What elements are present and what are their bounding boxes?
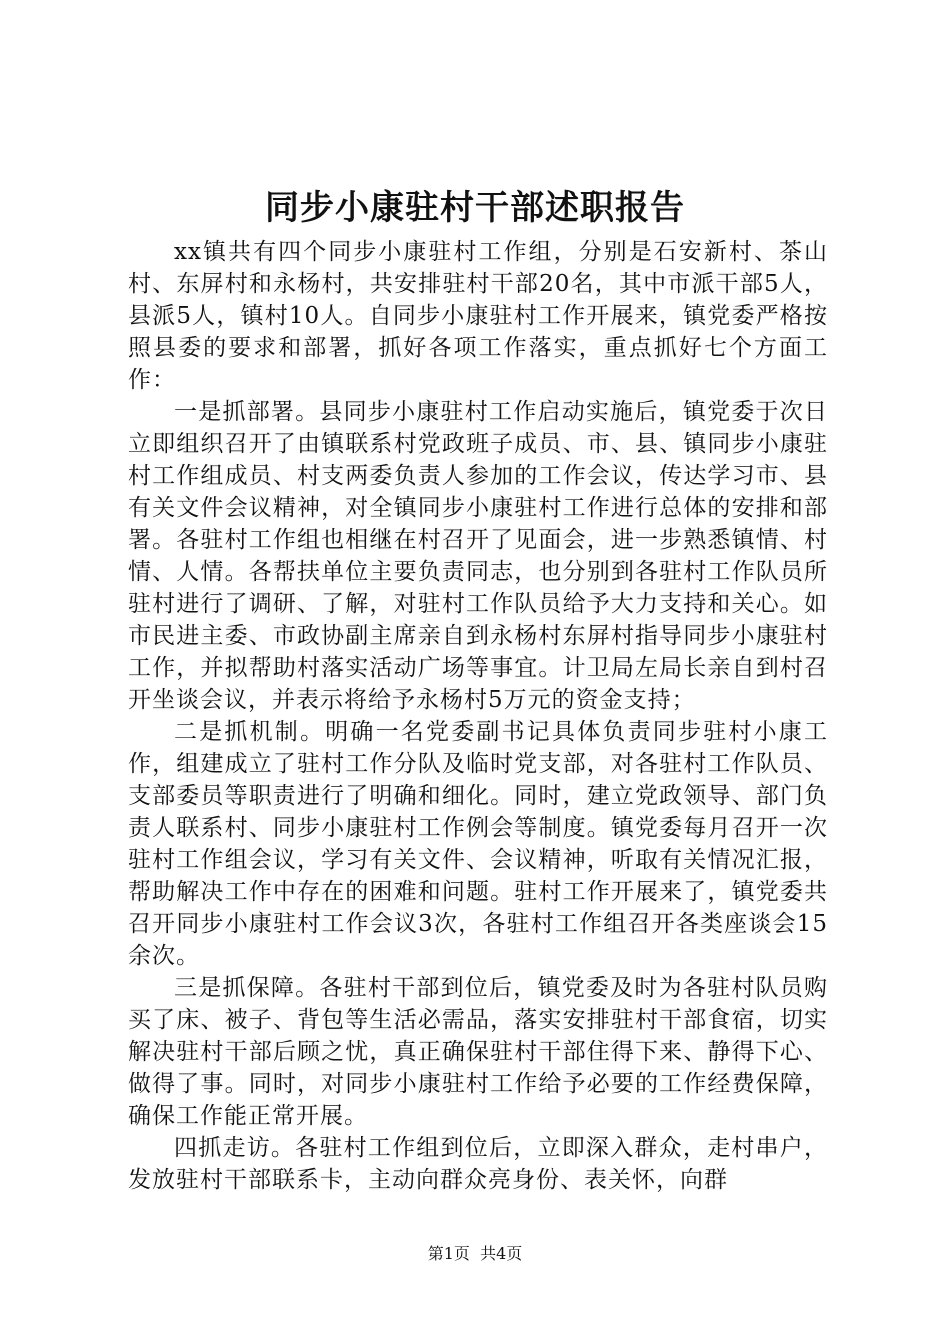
page-number: 第1页 (427, 1244, 470, 1263)
paragraph-deployment: 一是抓部署。县同步小康驻村工作启动实施后，镇党委于次日立即组织召开了由镇联系村党政班子成员、市、县、镇同步小康驻村工作组成员、村支两委负责人参加的工作会议，传达学习市、县有关文件会议精神，对全镇同步小康驻村工作进行总体的安排和部署。各驻村工作组也相继在村召开了见面会，进一步熟悉镇情、村情、人情。各帮扶单位主要负责同志，也分别到各驻村工作队员所驻村进行了调研、了解，对驻村工作队员给予大力支持和关心。如市民进主委、市政协副主席亲自到永杨村东屏村指导同步小康驻村工作，并拟帮助村落实活动广场等事宜。计卫局左局长亲自到村召开坐谈会议，并表示将给予永杨村5万元的资金支持； (128, 399, 828, 713)
document-title: 同步小康驻村干部述职报告 (265, 188, 685, 228)
paragraph-visits: 四抓走访。各驻村工作组到位后，立即深入群众，走村串户，发放驻村干部联系卡，主动向群众亮身份、表关怀，向群 (128, 1135, 828, 1193)
page-total: 共4页 (480, 1244, 523, 1263)
paragraph-mechanism: 二是抓机制。明确一名党委副书记具体负责同步驻村小康工作，组建成立了驻村工作分队及临时党支部，对各驻村工作队员、支部委员等职责进行了明确和细化。同时，建立党政领导、部门负责人联系村、同步小康驻村工作例会等制度。镇党委每月召开一次驻村工作组会议，学习有关文件、会议精神，听取有关情况汇报，帮助解决工作中存在的困难和问题。驻村工作开展来了，镇党委共召开同步小康驻村工作会议3次，各驻村工作组召开各类座谈会15余次。 (128, 719, 828, 969)
page-footer (0, 1243, 950, 1265)
paragraph-intro: xx镇共有四个同步小康驻村工作组，分别是石安新村、茶山村、东屏村和永杨村，共安排驻村干部20名，其中市派干部5人，县派5人，镇村10人。自同步小康驻村工作开展来，镇党委严格按照县委的要求和部署，抓好各项工作落实，重点抓好七个方面工作： (128, 239, 828, 393)
paragraph-guarantee: 三是抓保障。各驻村干部到位后，镇党委及时为各驻村队员购买了床、被子、背包等生活必需品，落实安排驻村干部食宿，切实解决驻村干部后顾之忧，真正确保驻村干部住得下来、静得下心、做得了事。同时，对同步小康驻村工作给予必要的工作经费保障，确保工作能正常开展。 (128, 975, 828, 1129)
document-body (128, 236, 828, 1196)
